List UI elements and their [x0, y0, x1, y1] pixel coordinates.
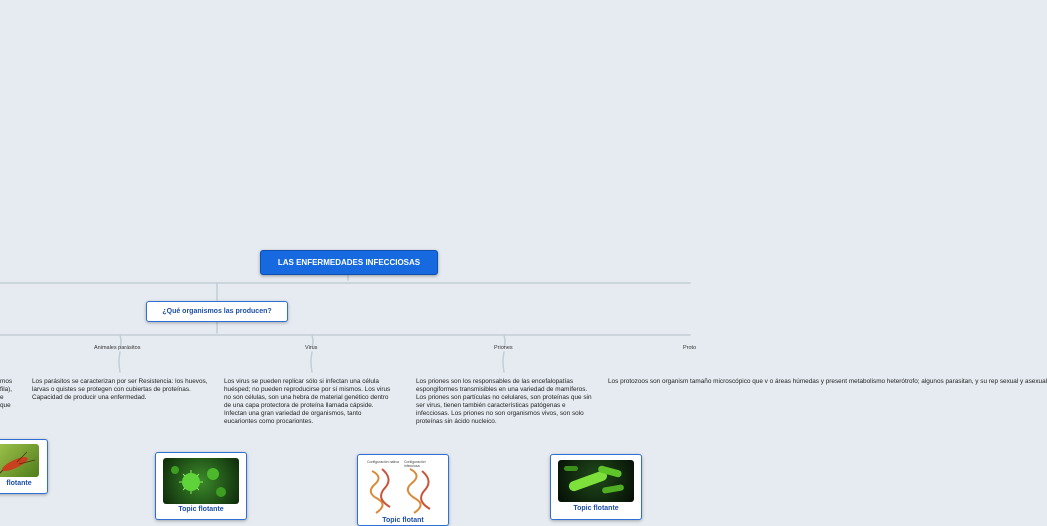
floating-topic-3-label: Topic flotant	[382, 517, 424, 524]
floating-topic-1[interactable]	[0, 439, 48, 494]
description-priones: Los priones son los responsables de las encefalopatías espongiformes transmisibles en una variedad de mamíferos. Los priones son partículas no celulares, son proteínas que sin ser virus, tienen también características patógenas e infecciosas. Los priones no son organismos vivos, son solo proteínas sin ácido nucleico.	[416, 378, 592, 425]
description-protozoos: Los protozoos son organism tamaño microscópico que v o áreas húmedas y present metabolismo heterótrofo; algunos parasitan, y su rep sexual y asexual	[608, 378, 1047, 385]
category-protozoos[interactable]: Proto	[683, 345, 697, 351]
floating-topic-1-label: flotante	[6, 480, 32, 487]
virus-image	[163, 458, 239, 504]
question-topic-label: ¿Qué organismos las producen?	[162, 308, 272, 315]
category-parasitos[interactable]: Animales parásitos	[94, 345, 141, 351]
central-topic-label: LAS ENFERMEDADES INFECCIOSAS	[277, 258, 421, 267]
category-virus[interactable]: Virus	[305, 345, 318, 351]
question-topic[interactable]	[146, 301, 288, 322]
floating-topic-2[interactable]	[155, 452, 247, 520]
bacteria-image	[558, 460, 634, 502]
description-virus: Los virus se pueden replicar sólo si infectan una célula huésped; no pueden reproducirse por sí mismos. Los virus no son células, son una hebra de material genético dentro de una capa protectora de proteína llamada cápside. Infectan una gran variedad de organismos, tanto eucariontes como procariontes.	[224, 378, 391, 425]
floating-topic-4[interactable]	[550, 454, 642, 520]
floating-topic-4-label: Topic flotante	[573, 505, 619, 512]
description-parasitos: Los parásitos se caracterizan por ser Resistencia: los huevos, larvas o quistes se protegen con cubiertas de proteínas. Capacidad de producir una enfermedad.	[32, 378, 208, 401]
mosquito-image	[0, 444, 39, 477]
partial-left-description: mos fila), e que	[0, 378, 13, 409]
central-topic[interactable]	[260, 250, 438, 275]
floating-topic-3[interactable]	[357, 454, 449, 526]
prion-diagram-image: Configuración nativa Configuración infecciosa	[364, 459, 442, 517]
category-priones[interactable]: Priones	[494, 345, 513, 351]
floating-topic-2-label: Topic flotante	[178, 506, 224, 513]
